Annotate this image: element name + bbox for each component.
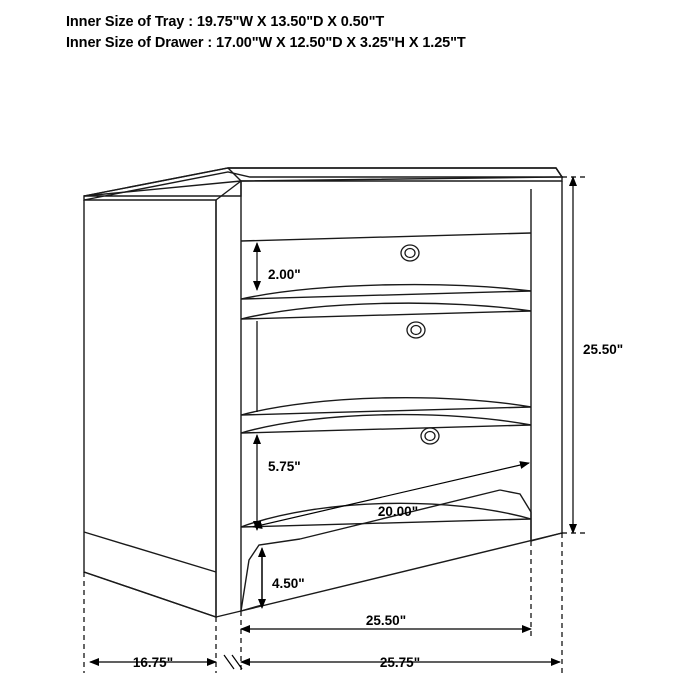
spec-header-line-1: Inner Size of Tray : 19.75"W X 13.50"D X 0.50"T [66, 14, 385, 30]
cabinet-outline [84, 168, 562, 617]
label-total-height: 25.50" [583, 342, 624, 357]
label-overall-width: 25.75" [379, 655, 421, 670]
label-drawer-top-height: 2.00" [268, 267, 301, 282]
dimension-labels [133, 267, 623, 670]
label-drawer-front-width: 20.00" [377, 504, 419, 519]
spec-header-line-2: Inner Size of Drawer : 17.00"W X 12.50"D X 3.25"H X 1.25"T [66, 35, 466, 52]
label-side-depth: 16.75" [132, 655, 174, 670]
label-front-width: 25.50" [365, 613, 407, 628]
label-drawer-middle-height: 5.75" [268, 459, 301, 474]
label-drawer-bottom-height: 4.50" [272, 576, 305, 591]
